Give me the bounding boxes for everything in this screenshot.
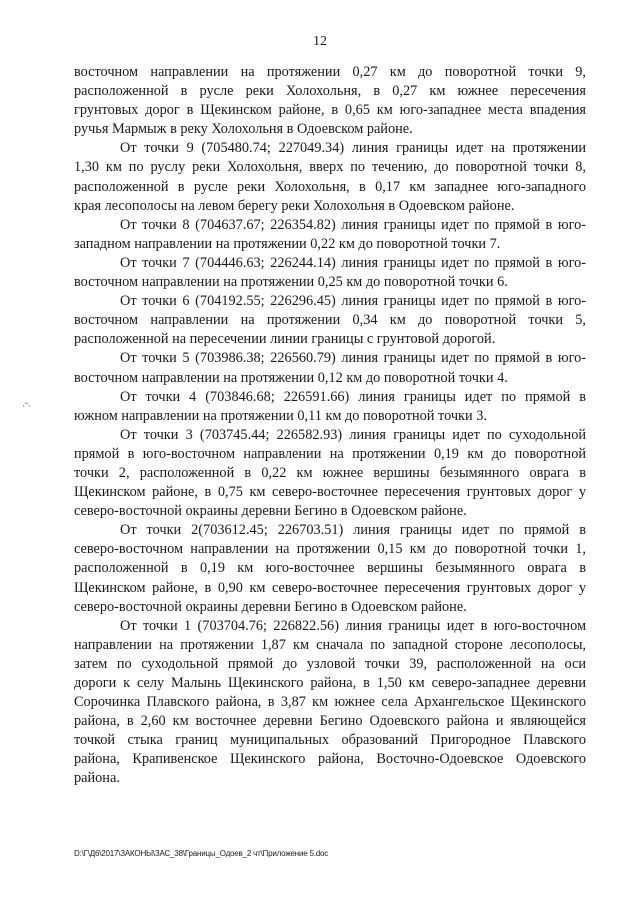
text-line: От точки 9 (705480.74; 227049.34) линия границы идет на протяжении xyxy=(120,140,586,157)
page-number: 12 xyxy=(313,34,327,49)
text-line: точки 2, расположенной в 0,22 км южнее вершины безымянного оврага в xyxy=(74,464,586,481)
text-line: западном направлении на протяжении 0,22 км до поворотной точки 7. xyxy=(74,235,501,252)
text-line: восточном направлении на протяжении 0,25 км до поворотной точки 6. xyxy=(74,274,508,291)
text-line: района, Крапивенское Щекинского района, Восточно-Одоевское Одоевского xyxy=(74,751,586,768)
text-line: грунтовых дорог в Щекинском районе, в 0,65 км юго-западнее места впадения xyxy=(74,102,586,119)
text-line: От точки 4 (703846.68; 226591.66) линия границы идет по прямой в xyxy=(120,388,586,405)
text-line: Сорочинка Плавского района, в 3,87 км южнее села Архангельское Щекинского xyxy=(74,694,586,711)
text-line: южном направлении на протяжении 0,11 км до поворотной точки 3. xyxy=(74,407,487,424)
text-line: расположенной на пересечении линии границы с грунтовой дорогой. xyxy=(74,331,496,348)
text-line: прямой в юго-восточном направлении на протяжении 0,19 км до поворотной xyxy=(74,445,586,462)
text-line: ручья Мармыж в реку Холохольня в Одоевском районе. xyxy=(74,121,413,138)
text-line: северо-восточном направлении на протяжении 0,15 км до поворотной точки 1, xyxy=(74,541,586,558)
text-line: северо-восточной окраины деревни Бегино в Одоевском районе. xyxy=(74,598,467,615)
text-line: направлении на протяжении 1,87 км сначала по западной стороне лесополосы, xyxy=(74,636,586,653)
text-line: расположенной в русле реки Холохольня, в 0,27 км южнее пересечения xyxy=(74,83,586,100)
text-line: точкой стыка границ муниципальных образований Пригородное Плавского xyxy=(74,732,586,749)
text-line: восточном направлении на протяжении 0,34 км до поворотной точки 5, xyxy=(74,312,586,329)
text-line: северо-восточной окраины деревни Бегино в Одоевском районе. xyxy=(74,503,467,520)
text-line: Щекинском районе, в 0,90 км северо-восточнее пересечения грунтовых дорог у xyxy=(74,579,586,596)
text-line: дороги к селу Малынь Щекинского района, в 1,50 км северо-западнее деревни xyxy=(74,675,586,691)
text-line: района, в 2,60 км восточнее деревни Бегино Одоевского района и являющейся xyxy=(74,713,586,730)
text-line: затем по суходольной прямой до узловой точки 39, расположенной на оси xyxy=(74,655,586,672)
text-line: От точки 6 (704192.55; 226296.45) линия границы идет по прямой в юго- xyxy=(120,293,586,310)
text-line: восточном направлении на протяжении 0,27 км до поворотной точки 9, xyxy=(74,64,586,80)
text-line: района. xyxy=(74,770,120,787)
text-line: От точки 8 (704637.67; 226354.82) линия границы идет по прямой в юго- xyxy=(120,216,586,233)
text-line: Щекинском районе, в 0,75 км северо-восточнее пересечения грунтовых дорог у xyxy=(74,484,586,501)
footer-file-path: D:\Г\Д6\2017\ЗАКОНЫ\ЗАС_38\Границы_Одоев_2 чт\Приложение 5.doc xyxy=(74,849,329,858)
text-line: 1,30 км по руслу реки Холохольня, вверх по течению, до поворотной точки 8, xyxy=(74,159,586,176)
text-line: От точки 3 (703745.44; 226582.93) линия границы идет по суходольной xyxy=(120,426,586,443)
text-line: края лесополосы на левом берегу реки Холохольня в Одоевском районе. xyxy=(74,197,515,214)
text-line: От точки 2(703612.45; 226703.51) линия границы идет по прямой в xyxy=(120,522,586,539)
text-line: От точки 5 (703986.38; 226560.79) линия границы идет по прямой в юго- xyxy=(120,350,586,367)
text-line: расположенной в русле реки Холохольня, в 0,17 км западнее юго-западного xyxy=(74,178,586,195)
document-body xyxy=(74,63,586,789)
text-line: От точки 1 (703704.76; 226822.56) линия границы идет в юго-восточном xyxy=(120,617,586,634)
scan-margin-mark: ·ˇ· xyxy=(22,401,31,411)
text-line: восточном направлении на протяжении 0,12 км до поворотной точки 4. xyxy=(74,369,508,386)
text-line: От точки 7 (704446.63; 226244.14) линия границы идет по прямой в юго- xyxy=(120,254,586,271)
text-line: расположенной в 0,19 км юго-восточнее вершины безымянного оврага в xyxy=(74,560,586,577)
